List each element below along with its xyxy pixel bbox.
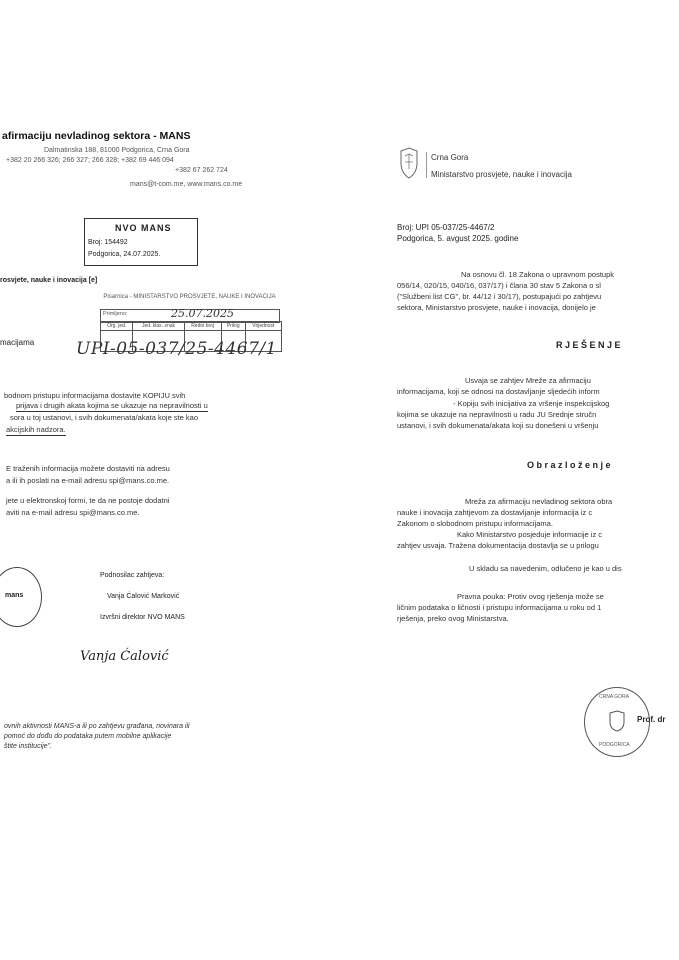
footnote-line: štite institucije". <box>4 743 53 750</box>
reasoning-line: Kako Ministarstvo posjeduje informacije iz c <box>457 530 603 539</box>
body-line: aviti na e-mail adresu spi@mans.co.me. <box>6 508 140 517</box>
col-header: Redni broj <box>184 322 221 331</box>
footnote-line: ovnih aktivnosti MANS-a ili po zahtjevu građana, novinara ili <box>4 723 190 730</box>
stamp-mans-label: mans <box>5 592 24 599</box>
intro-line: Na osnovu čl. 18 Zakona o upravnom postupk <box>461 270 615 279</box>
legal-notice-line: rješenja, preko ovog Ministarstva. <box>397 614 509 623</box>
resenje-heading: R J E Š E N J E <box>556 340 621 350</box>
legal-notice-line: Pravna pouka: Protiv ovog rješenja može se <box>457 592 604 601</box>
col-header: Org. jed. <box>101 322 133 331</box>
left-page <box>0 95 323 865</box>
mans-receipt-stamp <box>84 218 198 266</box>
intro-line: sektora, Ministarstvo prosvjete, nauke i inovacija, donijelo je <box>397 303 596 312</box>
resolution-line: informacijama, koji se odnosi na dostavljanje sljedećih inform <box>397 387 600 396</box>
coat-of-arms-icon <box>397 147 421 179</box>
handwritten-case-number: UPI-05-037/25-4467/1 <box>76 339 277 359</box>
body-line: prijava i drugih akata kojima se ukazuje na nepravilnosti u <box>16 401 208 410</box>
org-title: afirmaciju nevladinog sektora - MANS <box>2 130 191 142</box>
body-line: jete u elektronskoj formi, te da ne postoje dodatni <box>6 496 170 505</box>
podnosilac-label: Podnosilac zahtjeva: <box>100 572 165 579</box>
primljeno-label: Primljeno: <box>103 311 128 317</box>
body-line: bodnom pristupu informacijama dostavite KOPIJU svih <box>4 391 186 400</box>
stamp-number: Broj: 154492 <box>88 239 128 246</box>
header-divider <box>426 152 427 178</box>
handwritten-signature: Vanja Ćalović <box>80 649 169 664</box>
reasoning-line: Mreža za afirmaciju nevladinog sektora obra <box>465 497 613 506</box>
seal-emblem-icon <box>607 710 627 732</box>
decision-date: Podgorica, 5. avgust 2025. godine <box>397 234 519 243</box>
body-line: sora u toj ustanovi, i svih dokumenata/akata koje ste kao <box>10 413 199 422</box>
subject-line: macijama <box>0 338 35 347</box>
recipient-line: rosvjete, nauke i inovacija [e] <box>0 277 98 284</box>
pisarnica-title: Pisarnica - MINISTARSTVO PROSVJETE, NAUKE I INOVACIJA <box>103 294 276 300</box>
signer-name: Vanja Ćalović Marković <box>107 593 180 600</box>
intro-line: ("Službeni list CG", br. 44/12 i 30/17), postupajući po zahtjevu <box>397 292 602 301</box>
reasoning-line: zahtjev usvaja. Tražena dokumentacija dostavlja se u prilogu <box>397 541 599 550</box>
reasoning-line: U skladu sa navedenim, odlučeno je kao u dis <box>469 564 622 573</box>
mans-round-stamp <box>0 567 42 627</box>
obrazlozenje-heading: O b r a z l o ž e n j e <box>527 460 611 470</box>
ministry-name: Ministarstvo prosvjete, nauke i inovacija <box>431 170 572 179</box>
resolution-line: kojima se ukazuje na nepravilnosti u radu JU Srednje stručn <box>397 410 597 419</box>
body-line: E traženih informacija možete dostaviti na adresu <box>6 464 170 473</box>
col-header: Jed. klas. znak <box>133 322 184 331</box>
intro-line: 056/14, 020/15, 040/16, 037/17) i člana 30 stav 5 Zakona o sl <box>397 281 601 290</box>
resolution-line: - Kopiju svih inicijativa za vršenje inspekcijskog <box>453 399 610 408</box>
decision-number: Broj: UPI 05-037/25-4467/2 <box>397 223 495 232</box>
primljeno-date: 25.07.2025 <box>171 307 234 320</box>
col-header: Vrijednost <box>245 322 281 331</box>
reasoning-line: Zakonom o slobodnom pristupu informacijama. <box>397 519 553 528</box>
resolution-line: ustanovi, i svih dokumenata/akata koji su donešeni u vršenju <box>397 421 599 430</box>
stamp-title: NVO MANS <box>115 223 172 233</box>
org-web: mans@t-com.me, www.mans.co.me <box>130 181 243 188</box>
resolution-line: Usvaja se zahtjev Mreže za afirmaciju <box>465 376 591 385</box>
country-name: Crna Gora <box>431 153 469 162</box>
signer-title: Izvršni direktor NVO MANS <box>100 614 185 621</box>
col-header: Prilog <box>221 322 245 331</box>
reasoning-line: nauke i inovacija zahtjevom za dostavljanje informacija iz c <box>397 508 593 517</box>
seal-top-text: CRNA GORA <box>599 694 630 700</box>
footnote-line: pomoć do dođu do podataka putem mobilne aplikacije <box>4 733 172 740</box>
org-address: Dalmatinska 188, 81000 Podgorica, Crna Gora <box>44 147 190 154</box>
legal-notice-line: ličnim podataka o ličnosti i pristupu informacijama u roku od 1 <box>397 603 602 612</box>
body-line: akcijskih nadzora. <box>6 425 66 434</box>
signatory: Prof. dr <box>637 715 666 724</box>
body-line: a ili ih poslati na e-mail adresu spi@mans.co.me. <box>6 476 170 485</box>
org-phones: +382 20 266 326; 266 327; 266 328; +382 69 446 094 <box>6 157 174 164</box>
org-phones-2: +382 67 262 724 <box>175 167 228 174</box>
right-page <box>353 95 679 865</box>
seal-bottom-text: PODGORICA <box>599 742 630 748</box>
stamp-date: Podgorica, 24.07.2025. <box>88 251 161 258</box>
